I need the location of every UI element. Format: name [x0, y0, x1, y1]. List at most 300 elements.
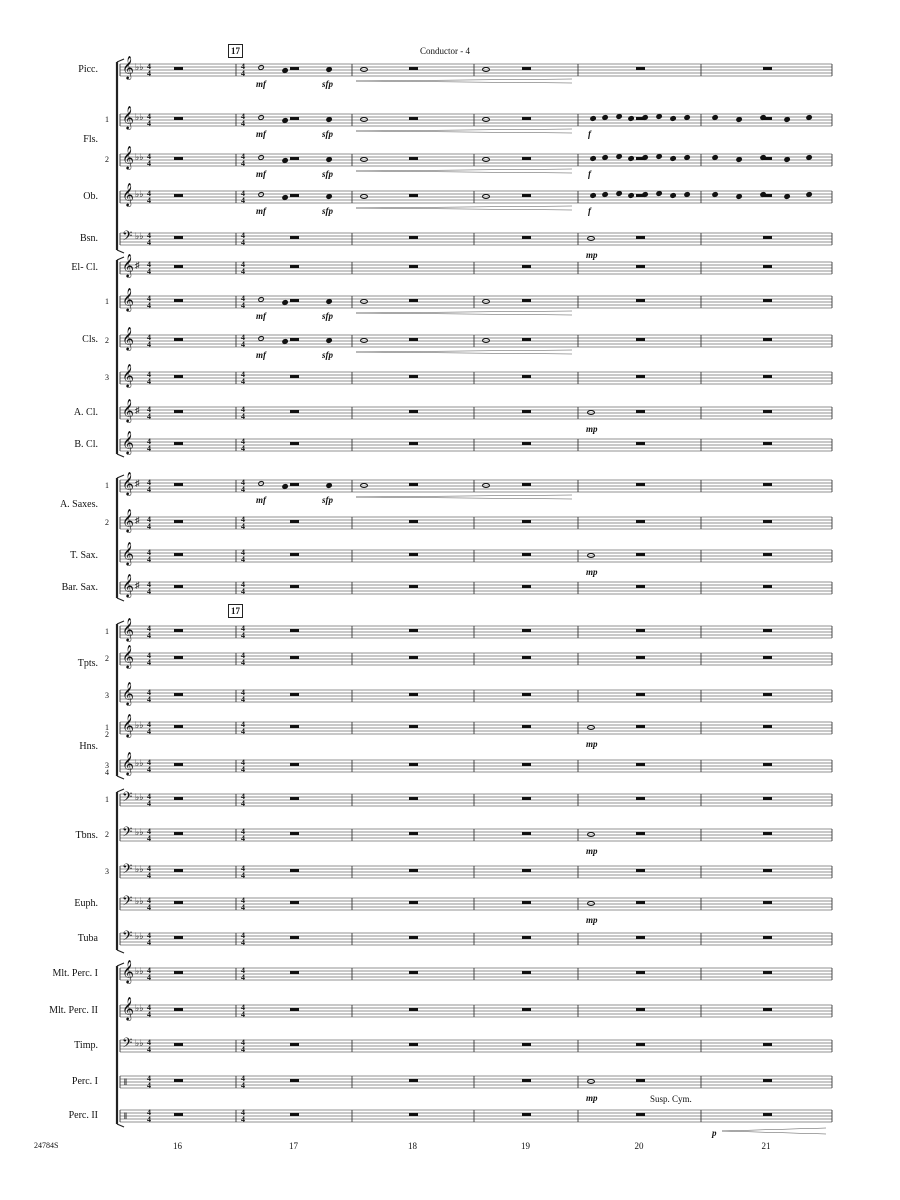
treble-clef-icon: 𝄞	[122, 255, 134, 277]
whole-rest	[636, 656, 645, 659]
treble-clef-icon: 𝄞	[122, 998, 134, 1020]
whole-rest	[522, 869, 531, 872]
whole-rest	[522, 797, 531, 800]
whole-rest	[763, 299, 772, 302]
quarter-note	[735, 156, 742, 162]
time-signature: 4 4	[241, 1108, 245, 1124]
treble-clef-icon: 𝄞	[122, 365, 134, 387]
whole-rest	[409, 1079, 418, 1082]
bass-clef-icon: 𝄢	[122, 826, 133, 843]
whole-rest	[636, 1079, 645, 1082]
whole-rest	[409, 299, 418, 302]
staff-number: 3	[105, 691, 109, 700]
instrument-label: Bar. Sax.	[61, 582, 98, 593]
whole-rest	[290, 117, 299, 120]
quarter-note	[281, 338, 288, 344]
whole-rest	[636, 410, 645, 413]
whole-rest	[409, 832, 418, 835]
time-signature: 4 4	[147, 62, 151, 78]
rehearsal-mark: 17	[228, 604, 243, 618]
whole-rest	[290, 869, 299, 872]
whole-rest	[174, 338, 183, 341]
instrument-label: Hns.	[79, 741, 98, 752]
time-signature: 4 4	[241, 1003, 245, 1019]
whole-note	[482, 67, 490, 72]
staff-number: 3	[105, 373, 109, 382]
instrument-label: Ob.	[83, 191, 98, 202]
whole-rest	[174, 1079, 183, 1082]
key-flat-icon: ♭♭	[135, 189, 144, 199]
whole-note	[360, 194, 368, 199]
whole-rest	[290, 656, 299, 659]
eighth-note	[627, 192, 634, 198]
whole-rest	[522, 117, 531, 120]
bass-clef-icon: 𝄢	[122, 895, 133, 912]
dynamic-marking: sfp	[322, 311, 333, 321]
eighth-note	[601, 154, 608, 160]
treble-clef-icon: 𝄞	[122, 432, 134, 454]
time-signature: 4 4	[147, 405, 151, 421]
whole-rest	[290, 901, 299, 904]
bass-clef-icon: 𝄢	[122, 863, 133, 880]
whole-rest	[174, 585, 183, 588]
quarter-note	[711, 114, 718, 120]
whole-note	[587, 236, 595, 241]
quarter-note	[325, 116, 332, 122]
whole-rest	[522, 410, 531, 413]
key-flat-icon: ♭♭	[135, 720, 144, 730]
whole-rest	[174, 375, 183, 378]
half-note	[257, 335, 264, 341]
whole-rest	[763, 971, 772, 974]
whole-rest	[763, 1113, 772, 1116]
time-signature: 4 4	[241, 260, 245, 276]
measure-number: 16	[173, 1141, 182, 1151]
instrument-label: Perc. I	[71, 1076, 98, 1087]
whole-note	[482, 299, 490, 304]
whole-rest	[290, 1043, 299, 1046]
whole-rest	[409, 194, 418, 197]
eighth-note	[669, 155, 676, 161]
whole-note	[482, 157, 490, 162]
key-flat-icon: ♭♭	[135, 931, 144, 941]
whole-note	[360, 117, 368, 122]
whole-rest	[174, 1043, 183, 1046]
whole-rest	[290, 797, 299, 800]
whole-rest	[522, 763, 531, 766]
whole-rest	[290, 725, 299, 728]
whole-rest	[636, 1113, 645, 1116]
eighth-note	[615, 190, 622, 196]
whole-rest	[522, 553, 531, 556]
key-flat-icon: ♭♭	[135, 966, 144, 976]
percussion-clef-icon: ‖	[124, 1077, 127, 1087]
whole-rest	[636, 971, 645, 974]
instrument-label: Mlt. Perc. I	[52, 968, 98, 979]
whole-note	[482, 194, 490, 199]
dynamic-marking: mf	[256, 206, 266, 216]
half-note	[257, 191, 264, 197]
whole-rest	[636, 629, 645, 632]
time-signature: 4 4	[147, 720, 151, 736]
dynamic-marking: mp	[586, 915, 598, 925]
whole-rest	[409, 869, 418, 872]
bass-clef-icon: 𝄢	[122, 230, 133, 247]
eighth-note	[669, 192, 676, 198]
whole-rest	[290, 693, 299, 696]
key-flat-icon: ♭♭	[135, 758, 144, 768]
whole-rest	[522, 832, 531, 835]
whole-rest	[174, 763, 183, 766]
instrument-label: Picc.	[78, 64, 98, 75]
time-signature: 4 4	[147, 580, 151, 596]
whole-rest	[409, 236, 418, 239]
whole-rest	[409, 656, 418, 659]
measure-number: 17	[289, 1141, 298, 1151]
whole-rest	[409, 157, 418, 160]
dynamic-marking: mf	[256, 79, 266, 89]
whole-rest	[636, 693, 645, 696]
eighth-note	[601, 114, 608, 120]
whole-rest	[522, 520, 531, 523]
quarter-note	[783, 193, 790, 199]
bass-clef-icon: 𝄢	[122, 1037, 133, 1054]
treble-clef-icon: 𝄞	[122, 510, 134, 532]
whole-rest	[763, 410, 772, 413]
whole-rest	[522, 483, 531, 486]
page-title: Conductor - 4	[420, 46, 470, 56]
time-signature: 4 4	[147, 189, 151, 205]
eighth-note	[655, 113, 662, 119]
time-signature: 4 4	[241, 931, 245, 947]
instrument-label: Mlt. Perc. II	[49, 1005, 98, 1016]
measure-number: 19	[521, 1141, 530, 1151]
whole-note	[482, 117, 490, 122]
time-signature: 4 4	[241, 62, 245, 78]
whole-note	[482, 483, 490, 488]
time-signature: 4 4	[241, 720, 245, 736]
staff-number: 2	[105, 830, 109, 839]
whole-rest	[174, 299, 183, 302]
key-flat-icon: ♭♭	[135, 1038, 144, 1048]
whole-rest	[763, 553, 772, 556]
time-signature: 4 4	[147, 758, 151, 774]
whole-rest	[763, 901, 772, 904]
quarter-note	[735, 116, 742, 122]
treble-clef-icon: 𝄞	[122, 147, 134, 169]
treble-clef-icon: 𝄞	[122, 107, 134, 129]
time-signature: 4 4	[241, 231, 245, 247]
time-signature: 4 4	[241, 478, 245, 494]
time-signature: 4 4	[147, 651, 151, 667]
whole-rest	[290, 194, 299, 197]
whole-rest	[290, 338, 299, 341]
whole-rest	[763, 936, 772, 939]
whole-rest	[174, 629, 183, 632]
key-flat-icon: ♭♭	[135, 864, 144, 874]
whole-rest	[174, 901, 183, 904]
half-note	[257, 114, 264, 120]
whole-rest	[290, 520, 299, 523]
dynamic-marking: mp	[586, 567, 598, 577]
whole-rest	[522, 629, 531, 632]
whole-rest	[522, 585, 531, 588]
time-signature: 4 4	[147, 333, 151, 349]
whole-rest	[174, 520, 183, 523]
staff-number: 1	[105, 481, 109, 490]
whole-rest	[763, 338, 772, 341]
staff-number: 1	[105, 297, 109, 306]
whole-rest	[522, 265, 531, 268]
whole-rest	[409, 410, 418, 413]
treble-clef-icon: 𝄞	[122, 646, 134, 668]
dynamic-marking: sfp	[322, 169, 333, 179]
whole-rest	[290, 442, 299, 445]
staff-number: 3 4	[105, 761, 109, 777]
whole-rest	[290, 1113, 299, 1116]
eighth-note	[615, 153, 622, 159]
time-signature: 4 4	[147, 231, 151, 247]
whole-rest	[409, 442, 418, 445]
dynamic-marking: mf	[256, 495, 266, 505]
staff-number: 2	[105, 654, 109, 663]
whole-rest	[290, 1079, 299, 1082]
whole-rest	[636, 265, 645, 268]
time-signature: 4 4	[147, 1038, 151, 1054]
staff-number: 2	[105, 155, 109, 164]
eighth-note	[641, 154, 648, 160]
quarter-note	[805, 191, 812, 197]
quarter-note	[281, 194, 288, 200]
whole-rest	[290, 971, 299, 974]
quarter-note	[325, 193, 332, 199]
eighth-note	[683, 114, 690, 120]
whole-rest	[522, 338, 531, 341]
whole-note	[587, 1079, 595, 1084]
instrument-label: Timp.	[74, 1040, 98, 1051]
time-signature: 4 4	[147, 548, 151, 564]
whole-rest	[174, 1008, 183, 1011]
whole-note	[482, 338, 490, 343]
dynamic-marking: mp	[586, 1093, 598, 1103]
quarter-note	[735, 193, 742, 199]
dynamic-marking: sfp	[322, 129, 333, 139]
dynamic-marking: mf	[256, 129, 266, 139]
whole-rest	[409, 553, 418, 556]
whole-rest	[290, 375, 299, 378]
whole-rest	[290, 265, 299, 268]
key-flat-icon: ♭♭	[135, 792, 144, 802]
treble-clef-icon: 𝄞	[122, 184, 134, 206]
key-sharp-icon: ♯	[135, 478, 140, 488]
percussion-clef-icon: ‖	[124, 1111, 127, 1121]
whole-rest	[636, 725, 645, 728]
whole-rest	[174, 157, 183, 160]
rehearsal-mark: 17	[228, 44, 243, 58]
instrument-label: Bsn.	[79, 233, 98, 244]
quarter-note	[281, 67, 288, 73]
dynamic-marking: f	[588, 129, 591, 139]
eighth-note	[683, 191, 690, 197]
whole-rest	[409, 375, 418, 378]
quarter-note	[325, 66, 332, 72]
whole-rest	[522, 194, 531, 197]
whole-rest	[522, 693, 531, 696]
dynamic-marking: p	[712, 1128, 717, 1138]
eighth-note	[627, 115, 634, 121]
whole-rest	[290, 585, 299, 588]
time-signature: 4 4	[147, 152, 151, 168]
whole-rest	[290, 1008, 299, 1011]
treble-clef-icon: 𝄞	[122, 289, 134, 311]
whole-rest	[409, 265, 418, 268]
time-signature: 4 4	[147, 1003, 151, 1019]
half-note	[257, 64, 264, 70]
measure-number: 20	[634, 1141, 644, 1151]
time-signature: 4 4	[241, 792, 245, 808]
quarter-note	[325, 337, 332, 343]
whole-rest	[763, 265, 772, 268]
quarter-note	[711, 154, 718, 160]
time-signature: 4 4	[147, 1074, 151, 1090]
whole-rest	[409, 693, 418, 696]
whole-rest	[174, 693, 183, 696]
whole-rest	[636, 832, 645, 835]
whole-rest	[290, 410, 299, 413]
dynamic-marking: mf	[256, 311, 266, 321]
time-signature: 4 4	[147, 515, 151, 531]
whole-rest	[763, 1008, 772, 1011]
whole-rest	[522, 1008, 531, 1011]
time-signature: 4 4	[147, 896, 151, 912]
whole-rest	[174, 442, 183, 445]
key-sharp-icon: ♯	[135, 515, 140, 525]
whole-rest	[636, 483, 645, 486]
whole-rest	[763, 869, 772, 872]
whole-rest	[636, 338, 645, 341]
staff-number: 1	[105, 795, 109, 804]
whole-rest	[763, 763, 772, 766]
whole-rest	[290, 299, 299, 302]
whole-rest	[636, 1043, 645, 1046]
whole-rest	[763, 375, 772, 378]
whole-rest	[636, 442, 645, 445]
time-signature: 4 4	[241, 758, 245, 774]
whole-rest	[636, 936, 645, 939]
whole-rest	[763, 656, 772, 659]
half-note	[257, 480, 264, 486]
eighth-note	[601, 191, 608, 197]
treble-clef-icon: 𝄞	[122, 961, 134, 983]
dynamic-marking: mp	[586, 846, 598, 856]
time-signature: 4 4	[241, 624, 245, 640]
eighth-note	[641, 114, 648, 120]
dynamic-marking: mp	[586, 739, 598, 749]
quarter-note	[281, 117, 288, 123]
whole-rest	[174, 1113, 183, 1116]
whole-rest	[409, 901, 418, 904]
quarter-note	[783, 156, 790, 162]
eighth-note	[589, 155, 596, 161]
whole-rest	[636, 67, 645, 70]
measure-number: 21	[761, 1141, 771, 1151]
whole-rest	[763, 832, 772, 835]
instrument-label: Euph.	[74, 898, 98, 909]
whole-rest	[522, 236, 531, 239]
whole-rest	[174, 483, 183, 486]
time-signature: 4 4	[147, 112, 151, 128]
whole-rest	[636, 236, 645, 239]
instrument-label: Cls.	[82, 334, 98, 345]
time-signature: 4 4	[241, 580, 245, 596]
time-signature: 4 4	[241, 294, 245, 310]
whole-note	[587, 901, 595, 906]
treble-clef-icon: 𝄞	[122, 57, 134, 79]
key-flat-icon: ♭♭	[135, 152, 144, 162]
quarter-note	[325, 156, 332, 162]
whole-rest	[763, 236, 772, 239]
measure-number: 18	[408, 1141, 417, 1151]
whole-rest	[290, 67, 299, 70]
eighth-note	[641, 191, 648, 197]
time-signature: 4 4	[241, 370, 245, 386]
time-signature: 4 4	[241, 437, 245, 453]
treble-clef-icon: 𝄞	[122, 400, 134, 422]
whole-rest	[636, 299, 645, 302]
treble-clef-icon: 𝄞	[122, 753, 134, 775]
whole-rest	[409, 483, 418, 486]
whole-rest	[763, 520, 772, 523]
whole-rest	[409, 629, 418, 632]
whole-rest	[522, 656, 531, 659]
whole-rest	[174, 117, 183, 120]
half-note	[257, 296, 264, 302]
whole-rest	[174, 194, 183, 197]
time-signature: 4 4	[147, 478, 151, 494]
staff-number: 1	[105, 627, 109, 636]
dynamic-marking: mp	[586, 424, 598, 434]
whole-rest	[522, 1113, 531, 1116]
instrument-label: A. Cl.	[73, 407, 98, 418]
whole-rest	[636, 901, 645, 904]
whole-rest	[522, 971, 531, 974]
dynamic-marking: f	[588, 169, 591, 179]
quarter-note	[281, 157, 288, 163]
instrument-label: B. Cl.	[74, 439, 98, 450]
whole-rest	[409, 338, 418, 341]
instruction-text: Susp. Cym.	[650, 1094, 692, 1104]
whole-note	[360, 157, 368, 162]
time-signature: 4 4	[147, 864, 151, 880]
time-signature: 4 4	[241, 548, 245, 564]
whole-rest	[290, 832, 299, 835]
whole-rest	[290, 763, 299, 766]
whole-note	[587, 725, 595, 730]
dynamic-marking: sfp	[322, 350, 333, 360]
instrument-label: A. Saxes.	[59, 498, 98, 510]
whole-rest	[763, 725, 772, 728]
time-signature: 4 4	[241, 1038, 245, 1054]
quarter-note	[805, 154, 812, 160]
whole-rest	[763, 1079, 772, 1082]
whole-rest	[522, 1079, 531, 1082]
time-signature: 4 4	[241, 896, 245, 912]
time-signature: 4 4	[241, 1074, 245, 1090]
whole-rest	[763, 67, 772, 70]
treble-clef-icon: 𝄞	[122, 543, 134, 565]
whole-note	[587, 553, 595, 558]
whole-rest	[290, 629, 299, 632]
